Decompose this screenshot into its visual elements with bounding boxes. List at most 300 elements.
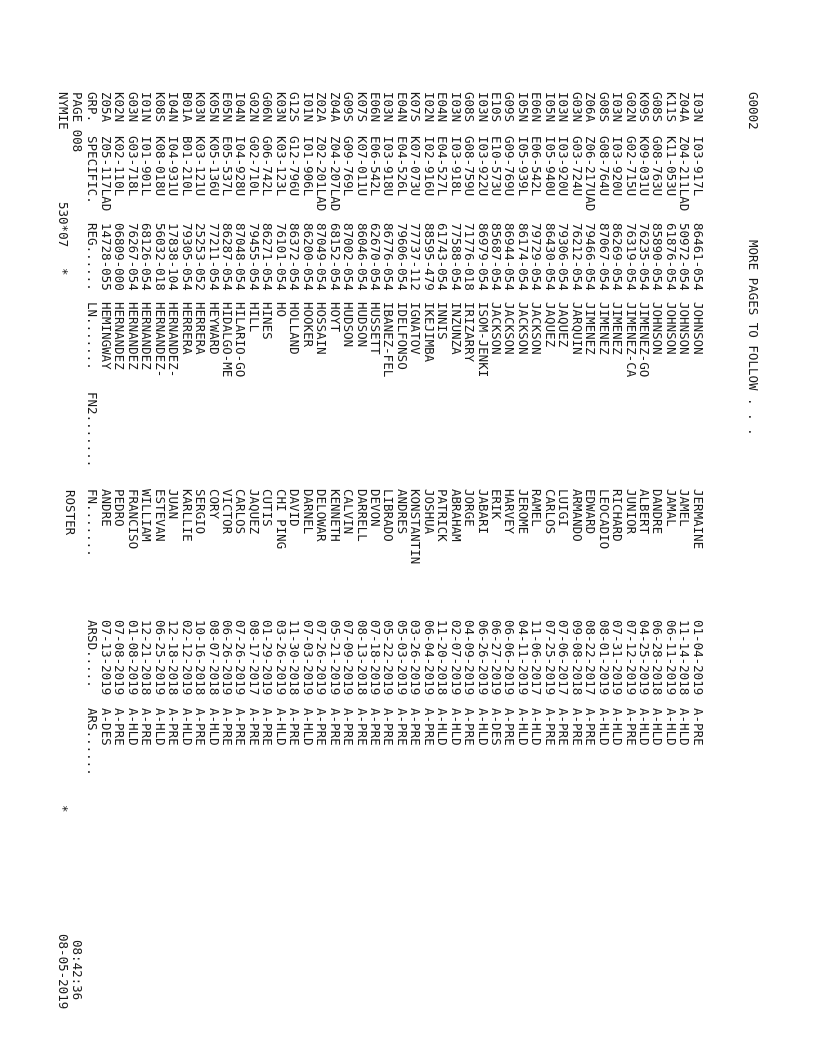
cell-specific: K05-136U	[206, 136, 222, 197]
cell-reg: 79606-054	[394, 223, 410, 291]
cell-ars: A-HLD	[515, 708, 531, 746]
cell-ln: HUDSON	[341, 302, 357, 348]
cell-ars: A-PRE	[341, 708, 357, 746]
cell-grp: E05N	[220, 92, 236, 123]
cell-arsd: 09-08-2018	[569, 620, 585, 696]
cell-grp: G03N	[125, 92, 141, 123]
cell-ln: HINES	[260, 302, 276, 340]
cell-arsd: 07-13-2019	[99, 620, 114, 696]
cell-ars: A-PRE	[421, 708, 437, 746]
cell-fn: KARLLIE	[179, 489, 195, 542]
cell-arsd: 04-11-2019	[515, 620, 531, 696]
cell-grp: E06N	[368, 92, 383, 123]
cell-fn: JUAN	[166, 489, 182, 520]
cell-reg: 68152-054	[327, 223, 343, 291]
cell-ars: A-PRE	[112, 708, 128, 746]
cell-reg: 77737-112	[408, 223, 424, 291]
cell-ln: JOHNSON	[690, 302, 706, 355]
cell-fn: KENNETH	[327, 489, 343, 542]
cell-reg: 88595-479	[421, 223, 437, 291]
cell-specific: K09-031U	[637, 136, 652, 197]
cell-fn: ERIK	[489, 489, 505, 520]
cell-specific: I04-931U	[166, 136, 182, 197]
cell-grp: I02N	[421, 92, 437, 123]
cell-reg: 50972-054	[677, 223, 693, 291]
cell-grp: I05N	[542, 92, 558, 123]
cell-grp: G06N	[260, 92, 276, 123]
report-time: 08:42:36	[70, 940, 85, 1001]
cell-reg: 86200-054	[300, 223, 316, 291]
cell-ln: IDELFONSO	[394, 302, 410, 370]
cell-ars: A-HLD	[206, 708, 222, 746]
cell-ars: A-HLD	[152, 708, 168, 746]
cell-fn: RAMEL	[529, 489, 545, 527]
cell-fn: DARRELL	[354, 489, 370, 542]
cell-arsd: 05-21-2019	[327, 620, 343, 696]
cell-reg: 86046-054	[354, 223, 370, 291]
cell-fn: CARLOS	[542, 489, 558, 535]
cell-arsd: 11-30-2018	[287, 620, 303, 696]
cell-fn: PEDRO	[112, 489, 128, 527]
cell-reg: 86944-054	[502, 223, 518, 291]
cell-ln: HO	[273, 302, 289, 318]
cell-ln: JACKSON	[502, 302, 518, 355]
cell-specific: K03-123L	[273, 136, 289, 197]
cell-grp: G12S	[287, 92, 303, 123]
cell-fn: ANDRE	[99, 489, 114, 527]
cell-grp: K03N	[193, 92, 209, 123]
cell-grp: I05N	[515, 92, 531, 123]
cell-ars: A-PRE	[569, 708, 585, 746]
cell-specific: K08-018U	[152, 136, 168, 197]
cell-ars: A-HLD	[663, 708, 679, 746]
col-grp: GRP.	[85, 92, 100, 123]
cell-ars: A-PRE	[462, 708, 478, 746]
cell-fn: ANDRES	[394, 489, 410, 535]
cell-reg: 76101-054	[273, 223, 289, 291]
cell-fn: DEVON	[368, 489, 383, 527]
cell-ars: A-PRE	[542, 708, 558, 746]
cell-grp: I03N	[690, 92, 706, 123]
cell-grp: Z04A	[327, 92, 343, 123]
report-title: ROSTER	[63, 490, 78, 536]
cell-reg: 77588-054	[448, 223, 464, 291]
cell-ars: A-PRE	[381, 708, 397, 746]
cell-grp: G03N	[569, 92, 585, 123]
cell-ln: HERNANDEZ-	[152, 302, 168, 378]
cell-specific: G09-769L	[341, 136, 357, 197]
cell-fn: JERMAINE	[690, 489, 706, 550]
cell-reg: 79729-054	[529, 223, 545, 291]
cell-arsd: 07-03-2019	[300, 620, 316, 696]
cell-ln: HOYT	[327, 302, 343, 333]
cell-arsd: 11-06-2017	[529, 620, 545, 696]
cell-ln: ISOM-JENKI	[475, 302, 491, 378]
cell-reg: 86461-054	[690, 223, 706, 291]
cell-fn: VICTOR	[220, 489, 236, 535]
cell-specific: B01-210L	[179, 136, 195, 197]
page-number: PAGE 008	[70, 92, 85, 153]
cell-fn: ABRAHAM	[448, 489, 464, 542]
cell-reg: 86430-054	[542, 223, 558, 291]
cell-arsd: 08-07-2018	[206, 620, 222, 696]
cell-fn: CUTIS	[260, 489, 276, 527]
cell-arsd: 12-21-2018	[139, 620, 155, 696]
cell-fn: DELOWAR	[314, 489, 330, 542]
cell-ln: JIMENEZ-GO	[637, 302, 652, 378]
cell-ln: IKEJIMBA	[421, 302, 437, 363]
cell-fn: ARMANDO	[569, 489, 585, 542]
cell-grp: Z02A	[314, 92, 330, 123]
cell-specific: G12-796U	[287, 136, 303, 197]
cell-ars: A-PRE	[623, 708, 639, 746]
cell-specific: Z04-211LAD	[677, 136, 693, 212]
report-date: 08-05-2019	[56, 934, 71, 1010]
cell-arsd: 07-09-2019	[341, 620, 357, 696]
cell-specific: I03-922U	[475, 136, 491, 197]
cell-arsd: 05-03-2019	[394, 620, 410, 696]
cell-specific: K11-053U	[663, 136, 679, 197]
cell-specific: I04-928U	[233, 136, 249, 197]
cell-ars: A-HLD	[125, 708, 141, 746]
cell-grp: K09S	[637, 92, 652, 123]
cell-specific: G08-759U	[462, 136, 478, 197]
cell-reg: 87048-054	[233, 223, 249, 291]
cell-arsd: 08-01-2019	[596, 620, 612, 696]
cell-ars: A-PRE	[354, 708, 370, 746]
cell-ars: A-PRE	[394, 708, 410, 746]
cell-reg: 14728-055	[99, 223, 114, 291]
cell-arsd: 07-08-2019	[112, 620, 128, 696]
cell-specific: G02-715U	[623, 136, 639, 197]
cell-specific: Z06-217UAD	[583, 136, 599, 212]
cell-fn: DAVID	[287, 489, 303, 527]
cell-arsd: 07-26-2019	[314, 620, 330, 696]
more-pages-notice: MORE PAGES TO FOLLOW . . .	[746, 240, 761, 436]
cell-ars: A-HLD	[596, 708, 612, 746]
cell-ln: HERRERA	[179, 302, 195, 355]
cell-arsd: 11-20-2018	[435, 620, 451, 696]
cell-grp: Z06A	[583, 92, 599, 123]
cell-reg: 56032-018	[152, 223, 168, 291]
cell-ars: A-PRE	[246, 708, 262, 746]
cell-fn: SERGIO	[193, 489, 209, 535]
cell-specific: E10-573U	[489, 136, 505, 197]
cell-fn: DANDRE	[650, 489, 666, 535]
cell-ars: A-PRE	[287, 708, 303, 746]
cell-grp: I03N	[475, 92, 491, 123]
cell-reg: 17838-104	[166, 223, 182, 291]
cell-ln: IRIZARRY	[462, 302, 478, 363]
cell-grp: E10S	[489, 92, 505, 123]
cell-specific: I05-940U	[542, 136, 558, 197]
cell-arsd: 01-04-2019	[690, 620, 706, 696]
cell-fn: LUIGI	[556, 489, 572, 527]
system-name: NYMIE	[56, 92, 71, 130]
cell-ln: HILL	[246, 302, 262, 333]
cell-ln: JIMENEZ	[596, 302, 612, 355]
cell-specific: E04-526L	[394, 136, 410, 197]
cell-arsd: 01-08-2019	[125, 620, 141, 696]
cell-ln: HOLLAND	[287, 302, 303, 355]
cell-reg: 25253-052	[193, 223, 209, 291]
cell-reg: 79455-054	[246, 223, 262, 291]
cell-ars: A-HLD	[300, 708, 316, 746]
cell-grp: K03N	[273, 92, 289, 123]
cell-reg: 87067-054	[596, 223, 612, 291]
cell-arsd: 03-26-2019	[273, 620, 289, 696]
cell-ars: A-HLD	[448, 708, 464, 746]
cell-grp: G09S	[502, 92, 518, 123]
cell-reg: 77211-054	[206, 223, 222, 291]
cell-grp: G08S	[650, 92, 666, 123]
cell-ars: A-PRE	[220, 708, 236, 746]
cell-specific: G02-710L	[246, 136, 262, 197]
cell-grp: I03N	[381, 92, 397, 123]
cell-ln: HERRERA	[193, 302, 209, 355]
cell-arsd: 06-26-2019	[220, 620, 236, 696]
cell-arsd: 06-04-2019	[421, 620, 437, 696]
col-reg: REG......	[85, 223, 100, 291]
footer-code: G0002	[746, 92, 761, 130]
cell-arsd: 08-17-2017	[246, 620, 262, 696]
cell-specific: G08-763U	[650, 136, 666, 197]
cell-fn: JABARI	[475, 489, 491, 535]
cell-reg: 85687-054	[489, 223, 505, 291]
cell-specific: K07-011U	[354, 136, 370, 197]
cell-specific: G06-742L	[260, 136, 276, 197]
cell-fn: LIBRADO	[381, 489, 397, 542]
cell-arsd: 04-25-2019	[637, 620, 652, 696]
cell-ars: A-HLD	[179, 708, 195, 746]
cell-ln: HILARIO-GO	[233, 302, 249, 378]
cell-reg: 76267-054	[125, 223, 141, 291]
cell-ars: A-PRE	[502, 708, 518, 746]
cell-reg: 85890-054	[650, 223, 666, 291]
cell-reg: 76212-054	[569, 223, 585, 291]
cell-specific: E05-537L	[220, 136, 236, 197]
cell-reg: 86979-054	[475, 223, 491, 291]
cell-grp: K02N	[112, 92, 128, 123]
cell-ars: A-PRE	[193, 708, 209, 746]
cell-reg: 76235-054	[637, 223, 652, 291]
cell-grp: I04N	[166, 92, 182, 123]
cell-reg: 79306-054	[556, 223, 572, 291]
cell-fn: ALBERT	[637, 489, 652, 535]
cell-ln: IBANEZ-FEL	[381, 302, 397, 378]
cell-ars: A-DES	[489, 708, 505, 746]
cell-reg: 61876-054	[663, 223, 679, 291]
cell-ars: A-HLD	[677, 708, 693, 746]
cell-ars: A-PRE	[314, 708, 330, 746]
col-fn: FN.......	[85, 489, 100, 557]
cell-arsd: 05-22-2019	[381, 620, 397, 696]
cell-arsd: 04-09-2019	[462, 620, 478, 696]
cell-grp: K05N	[206, 92, 222, 123]
cell-fn: CORY	[206, 489, 222, 520]
cell-specific: K03-121U	[193, 136, 209, 197]
cell-specific: Z05-117LAD	[99, 136, 114, 212]
cell-fn: PATRICK	[435, 489, 451, 542]
cell-fn: HARVEY	[502, 489, 518, 535]
col-fn2: FN2.......	[85, 392, 100, 468]
cell-arsd: 08-13-2018	[354, 620, 370, 696]
cell-ars: A-PRE	[327, 708, 343, 746]
cell-ln: JOHNSON	[677, 302, 693, 355]
cell-arsd: 06-11-2019	[663, 620, 679, 696]
cell-fn: RICHARD	[610, 489, 626, 542]
cell-reg: 62670-054	[368, 223, 383, 291]
cell-specific: E06-542L	[529, 136, 545, 197]
cell-arsd: 02-12-2019	[179, 620, 195, 696]
cell-grp: G02N	[623, 92, 639, 123]
cell-reg: 61743-054	[435, 223, 451, 291]
cell-grp: B01A	[179, 92, 195, 123]
report-code: 530*07	[56, 202, 71, 248]
cell-ln: HOOKER	[300, 302, 316, 348]
cell-ars: A-HLD	[529, 708, 545, 746]
cell-arsd: 06-06-2019	[502, 620, 518, 696]
cell-grp: I04N	[233, 92, 249, 123]
col-ln: LN.......	[85, 302, 100, 370]
cell-grp: E04N	[435, 92, 451, 123]
cell-grp: K11S	[663, 92, 679, 123]
cell-ars: A-HLD	[637, 708, 652, 746]
cell-reg: 86174-054	[515, 223, 531, 291]
cell-fn: CARLOS	[233, 489, 249, 535]
cell-ln: JOHNSON	[650, 302, 666, 355]
cell-specific: E04-527L	[435, 136, 451, 197]
cell-ln: JIMENEZ	[610, 302, 626, 355]
cell-grp: K08S	[152, 92, 168, 123]
cell-reg: 71776-018	[462, 223, 478, 291]
cell-fn: WILLIAM	[139, 489, 155, 542]
cell-fn: JAQUEZ	[246, 489, 262, 535]
cell-arsd: 07-18-2019	[368, 620, 383, 696]
cell-reg: 86287-054	[220, 223, 236, 291]
cell-ars: A-PRE	[368, 708, 383, 746]
cell-ln: JARQUIN	[569, 302, 585, 355]
cell-ln: JOHNSON	[663, 302, 679, 355]
cell-ars: A-PRE	[139, 708, 155, 746]
cell-arsd: 06-27-2019	[489, 620, 505, 696]
cell-arsd: 07-26-2019	[233, 620, 249, 696]
cell-specific: G03-718L	[125, 136, 141, 197]
cell-ars: A-PRE	[233, 708, 249, 746]
cell-ars: A-HLD	[475, 708, 491, 746]
cell-ln: HIDALGO-ME	[220, 302, 236, 378]
cell-grp: K07S	[354, 92, 370, 123]
cell-fn: JUNIOR	[623, 489, 639, 535]
cell-ars: A-PRE	[166, 708, 182, 746]
cell-specific: I02-916U	[421, 136, 437, 197]
cell-ln: JACKSON	[515, 302, 531, 355]
cell-arsd: 10-16-2018	[193, 620, 209, 696]
cell-ln: JAQUEZ	[556, 302, 572, 348]
cell-specific: I01-901L	[139, 136, 155, 197]
cell-arsd: 02-07-2019	[448, 620, 464, 696]
cell-specific: Z02-201LAD	[314, 136, 330, 212]
cell-specific: I03-918L	[448, 136, 464, 197]
cell-fn: ESTEVAN	[152, 489, 168, 542]
cell-grp: K07S	[408, 92, 424, 123]
cell-reg: 87049-054	[314, 223, 330, 291]
cell-reg: 68126-054	[139, 223, 155, 291]
cell-grp: Z04A	[677, 92, 693, 123]
cell-grp: G09S	[341, 92, 357, 123]
cell-specific: G09-769U	[502, 136, 518, 197]
cell-arsd: 01-29-2019	[260, 620, 276, 696]
cell-grp: G08S	[596, 92, 612, 123]
cell-ln: HERNANDEZ-	[166, 302, 182, 378]
col-arsd: ARSD.....	[85, 620, 100, 688]
cell-arsd: 07-12-2019	[623, 620, 639, 696]
cell-fn: CALVIN	[341, 489, 357, 535]
cell-grp: G02N	[246, 92, 262, 123]
cell-arsd: 12-18-2018	[166, 620, 182, 696]
cell-ln: HERNANDEZ	[112, 302, 128, 370]
cell-specific: I01-906L	[300, 136, 316, 197]
col-specific: SPECIFIC.	[85, 136, 100, 204]
cell-specific: I05-939L	[515, 136, 531, 197]
cell-ars: A-HLD	[650, 708, 666, 746]
cell-ln: IGNATOV	[408, 302, 424, 355]
cell-reg: 79305-054	[179, 223, 195, 291]
header-star-left: *	[56, 268, 71, 276]
header-star-right: *	[56, 805, 71, 813]
cell-ars: A-DES	[99, 708, 114, 746]
cell-reg: 06809-000	[112, 223, 128, 291]
cell-specific: I03-917L	[690, 136, 706, 197]
cell-ln: JACKSON	[489, 302, 505, 355]
cell-fn: JEROME	[515, 489, 531, 535]
cell-fn: KONSTANTIN	[408, 489, 424, 565]
cell-ars: A-PRE	[260, 708, 276, 746]
cell-specific: E06-542L	[368, 136, 383, 197]
cell-ln: HUDSON	[354, 302, 370, 348]
cell-arsd: 06-28-2018	[650, 620, 666, 696]
cell-ars: A-HLD	[435, 708, 451, 746]
cell-fn: JAMAL	[663, 489, 679, 527]
cell-ln: HOSSAIN	[314, 302, 330, 355]
cell-grp: G08S	[462, 92, 478, 123]
cell-ln: JIMENEZ	[583, 302, 599, 355]
cell-ars: A-PRE	[690, 708, 706, 746]
cell-fn: JOSHUA	[421, 489, 437, 535]
cell-ln: HEMINGWAY	[99, 302, 114, 370]
cell-grp: I01N	[139, 92, 155, 123]
cell-grp: I03N	[610, 92, 626, 123]
cell-ln: HERNANDEZ	[125, 302, 141, 370]
cell-fn: FRANCISO	[125, 489, 141, 550]
cell-arsd: 06-25-2019	[152, 620, 168, 696]
cell-ln: INZUNZA	[448, 302, 464, 355]
cell-arsd: 07-31-2019	[610, 620, 626, 696]
cell-reg: 86776-054	[381, 223, 397, 291]
cell-fn: EDWARD	[583, 489, 599, 535]
cell-ars: A-HLD	[610, 708, 626, 746]
cell-ln: HERNANDEZ	[139, 302, 155, 370]
cell-ars: A-PRE	[583, 708, 599, 746]
cell-fn: JAMEL	[677, 489, 693, 527]
cell-fn: JORGE	[462, 489, 478, 527]
cell-ars: A-PRE	[408, 708, 424, 746]
cell-specific: G03-724U	[569, 136, 585, 197]
cell-arsd: 03-26-2019	[408, 620, 424, 696]
cell-ars: A-HLD	[273, 708, 289, 746]
cell-reg: 86271-054	[260, 223, 276, 291]
cell-specific: G08-764U	[596, 136, 612, 197]
